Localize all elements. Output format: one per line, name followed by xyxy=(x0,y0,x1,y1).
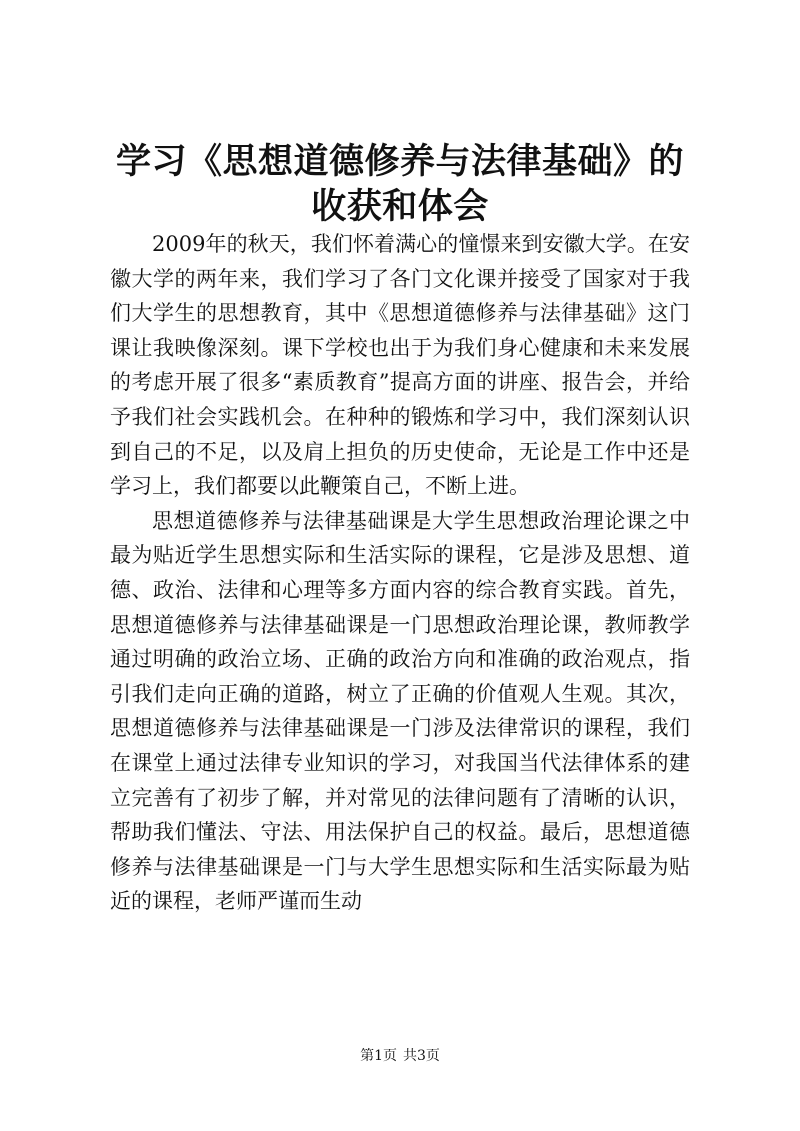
document-title: 学习《思想道德修养与法律基础》的收获和体会 xyxy=(115,141,684,227)
page-footer xyxy=(0,1047,800,1065)
page-total: 共3页 xyxy=(403,1048,440,1064)
document-body xyxy=(110,227,690,919)
paragraph-2: 思想道德修养与法律基础课是大学生思想政治理论课之中最为贴近学生思想实际和生活实际的课程，它是涉及思想、道德、政治、法律和心理等多方面内容的综合教育实践。首先，思想道德修养与法律基础课是一门思想政治理论课，教师教学通过明确的政治立场、正确的政治方向和准确的政治观点，指引我们走向正确的道路，树立了正确的价值观人生观。其次，思想道德修养与法律基础课是一门涉及法律常识的课程，我们在课堂上通过法律专业知识的学习，对我国当代法律体系的建立完善有了初步了解，并对常见的法律问题有了清晰的认识，帮助我们懂法、守法、用法保护自己的权益。最后，思想道德修养与法律基础课是一门与大学生思想实际和生活实际最为贴近的课程，老师严谨而生动 xyxy=(110,508,690,914)
paragraph-1: 2009年的秋天，我们怀着满心的憧憬来到安徽大学。在安徽大学的两年来，我们学习了各门文化课并接受了国家对于我们大学生的思想教育，其中《思想道德修养与法律基础》这门课让我映像深刻。课下学校也出于为我们身心健康和未来发展的考虑开展了很多“素质教育”提高方面的讲座、报告会，并给予我们社会实践机会。在种种的锻炼和学习中，我们深刻认识到自己的不足，以及肩上担负的历史使命，无论是工作中还是学习上，我们都要以此鞭策自己，不断上进。 xyxy=(110,232,690,499)
page-number: 第1页 xyxy=(360,1048,397,1064)
